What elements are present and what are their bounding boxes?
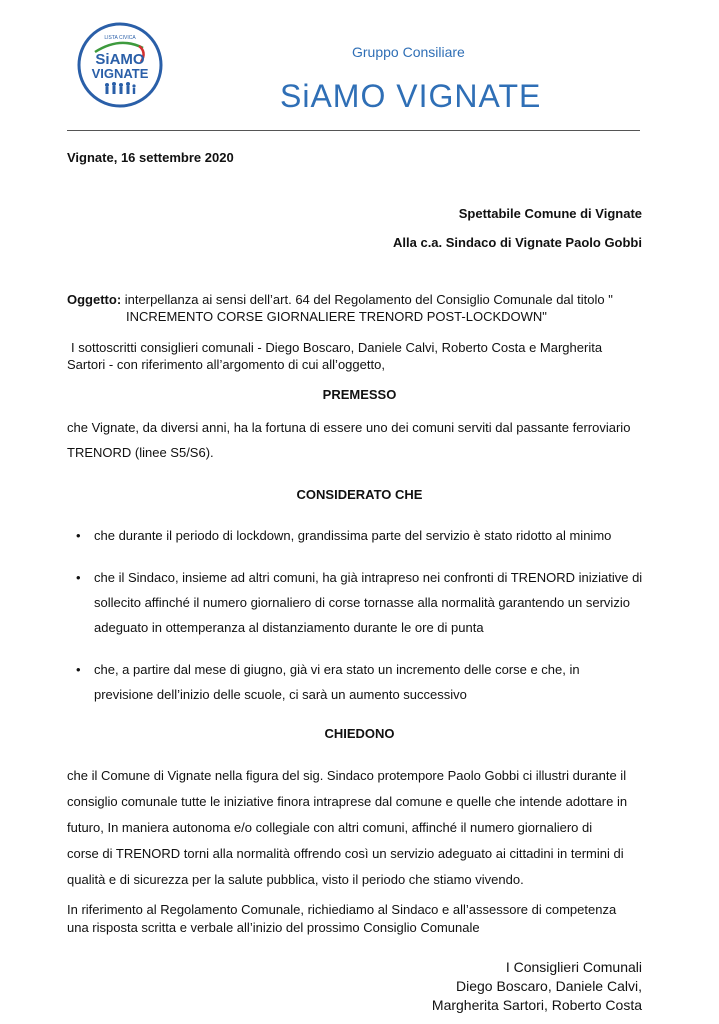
- bullet-dot: •: [76, 662, 81, 677]
- chiedono-heading: CHIEDONO: [324, 726, 395, 741]
- logo-line2: VIGNATE: [91, 66, 149, 81]
- closing-line2: una risposta scritta e verbale all’inizio del prossimo Consiglio Comunale: [67, 920, 480, 935]
- bullet-2-line2: sollecito affinché il numero giornaliero di corse tornasse alla normalità garantendo un servizio: [94, 595, 630, 610]
- oggetto-label: Oggetto:: [67, 292, 122, 307]
- intro-line1: I sottoscritti consiglieri comunali - Diego Boscaro, Daniele Calvi, Roberto Costa e Margherita: [71, 340, 603, 355]
- closing-line1: In riferimento al Regolamento Comunale, richiediamo al Sindaco e all’assessore di competenza: [67, 902, 617, 917]
- bullet-dot: •: [76, 570, 81, 585]
- signature-line3: Margherita Sartori, Roberto Costa: [431, 997, 642, 1013]
- oggetto-line2: INCREMENTO CORSE GIORNALIERE TRENORD POST-LOCKDOWN": [126, 309, 547, 324]
- chiedono-line2: consiglio comunale tutte le iniziative finora intraprese dal comune e quelle che intende adottare in: [67, 794, 628, 809]
- premesso-line1: che Vignate, da diversi anni, ha la fortuna di essere uno dei comuni serviti dal passante ferroviario: [67, 420, 631, 435]
- logo-line1: SiAMO: [95, 51, 145, 68]
- chiedono-line4: corse di TRENORD torni alla normalità offrendo così un servizio adeguato ai cittadini in termini di: [67, 846, 624, 861]
- date-line: Vignate, 16 settembre 2020: [67, 150, 234, 165]
- siamo-vignate-logo: [77, 22, 163, 108]
- premesso-line2: TRENORD (linee S5/S6).: [67, 445, 214, 460]
- bullet-2-line1: che il Sindaco, insieme ad altri comuni, ha già intrapreso nei confronti di TRENORD iniziative di: [94, 570, 643, 585]
- bullet-3-line2: previsione dell’inizio delle scuole, ci sarà un aumento successivo: [94, 687, 467, 702]
- bullet-3-line1: che, a partire dal mese di giugno, già vi era stato un incremento delle corse e che, in: [94, 662, 580, 677]
- premesso-heading: PREMESSO: [322, 387, 397, 402]
- bullet-1-line1: che durante il periodo di lockdown, grandissima parte del servizio è stato ridotto al minimo: [94, 528, 612, 543]
- header-divider: [67, 130, 640, 131]
- bullet-dot: •: [76, 528, 81, 543]
- chiedono-line5: qualità e di sicurezza per la salute pubblica, visto il periodo che stiamo vivendo.: [67, 872, 524, 887]
- logo-top-text: LISTA CIVICA: [104, 35, 136, 41]
- oggetto-line1: [67, 291, 647, 309]
- addressee-line2: Alla c.a. Sindaco di Vignate Paolo Gobbi: [393, 235, 642, 250]
- oggetto-text: interpellanza ai sensi dell’art. 64 del Regolamento del Consiglio Comunale dal titolo ": [124, 292, 613, 307]
- considerato-heading: CONSIDERATO CHE: [296, 487, 423, 502]
- chiedono-line1: che il Comune di Vignate nella figura del sig. Sindaco protempore Paolo Gobbi ci illustri durante il: [67, 768, 627, 783]
- signature-line1: I Consiglieri Comunali: [505, 959, 642, 975]
- intro-line2: Sartori - con riferimento all’argomento di cui all’oggetto,: [67, 357, 385, 372]
- signature-line2: Diego Boscaro, Daniele Calvi,: [456, 978, 642, 994]
- addressee-line1: Spettabile Comune di Vignate: [458, 206, 642, 221]
- brand-title: SiAMO VIGNATE: [280, 78, 542, 114]
- group-label: Gruppo Consiliare: [352, 44, 465, 60]
- bullet-2-line3: adeguato in ottemperanza al distanziamento durante le ore di punta: [94, 620, 484, 635]
- chiedono-line3: futuro, In maniera autonoma e/o collegiale con altri comuni, affinché il numero giornaliero di: [67, 820, 593, 835]
